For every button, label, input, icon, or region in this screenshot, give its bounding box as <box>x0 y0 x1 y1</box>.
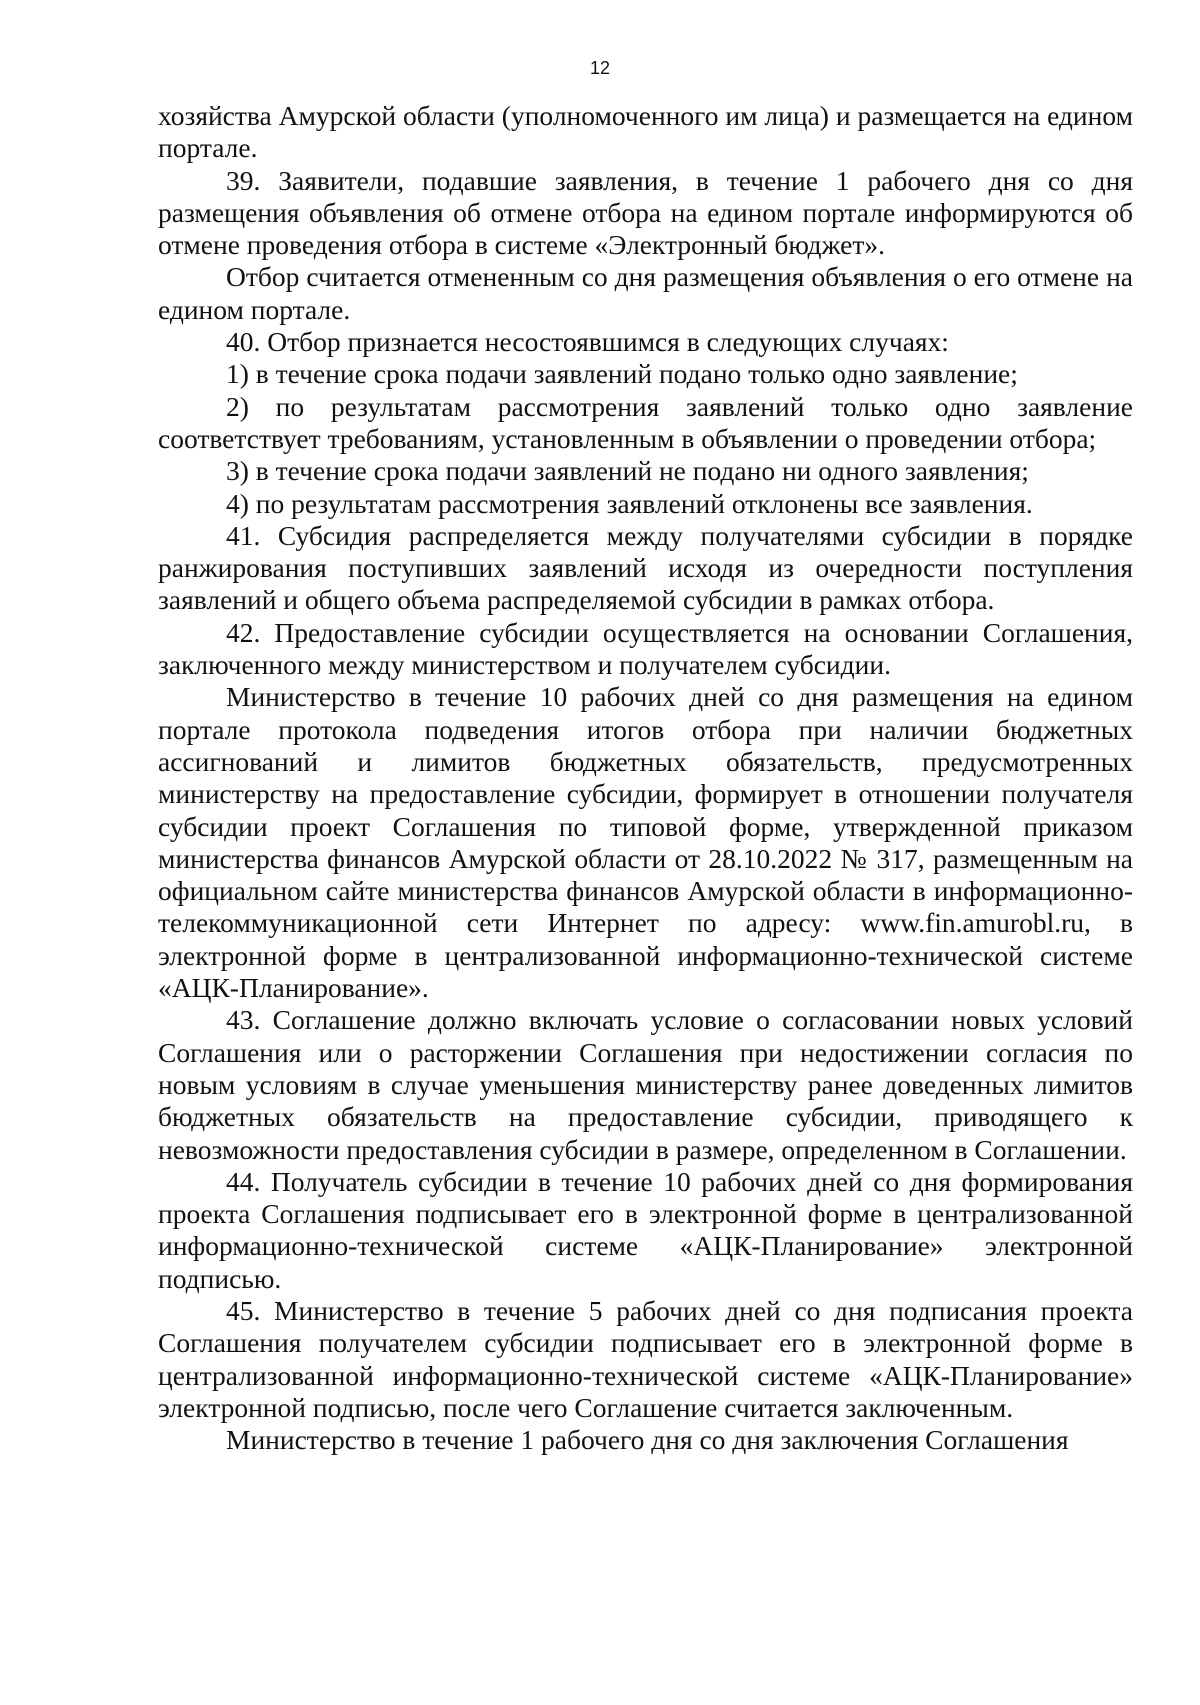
paragraph-39: 39. Заявители, подавшие заявления, в течение 1 рабочего дня со дня размещения объявления об отмене отбора на едином портале информируются об отмене проведения отбора в системе «Электронный бюджет». <box>158 164 1133 261</box>
paragraph-44: 44. Получатель субсидии в течение 10 рабочих дней со дня формирования проекта Соглашения подписывает его в электронной форме в централизованной информационно-технической системе «АЦК-Планирование» электронной подписью. <box>158 1165 1133 1294</box>
paragraph-42: 42. Предоставление субсидии осуществляется на основании Соглашения, заключенного между министерством и получателем субсидии. <box>158 616 1133 681</box>
paragraph-43: 43. Соглашение должно включать условие о согласовании новых условий Соглашения или о расторжении Соглашения при недостижении согласия по новым условиям в случае уменьшения министерству ранее доведенных лимитов бюджетных обязательств на предоставление субсидии, приводящего к невозможности предоставления субсидии в размере, определенном в Соглашении. <box>158 1004 1133 1165</box>
document-body <box>158 100 1133 1456</box>
paragraph-39-cancellation: Отбор считается отмененным со дня размещения объявления о его отмене на едином портале. <box>158 261 1133 325</box>
paragraph-42-ministry: Министерство в течение 10 рабочих дней со дня размещения на едином портале протокола подведения итогов отбора при наличии бюджетных ассигнований и лимитов бюджетных обязательств, предусмотренных министерству на предоставление субсидии, формирует в отношении получателя субсидии проект Соглашения по типовой форме, утвержденной приказом министерства финансов Амурской области от 28.10.2022 № 317, размещенным на официальном сайте министерства финансов Амурской области в информационно-телекоммуникационной сети Интернет по адресу: www.fin.amurobl.ru, в электронной форме в централизованной информационно-технической системе «АЦК-Планирование». <box>158 681 1133 1004</box>
paragraph-45: 45. Министерство в течение 5 рабочих дней со дня подписания проекта Соглашения получателем субсидии подписывает его в электронной форме в централизованной информационно-технической системе «АЦК-Планирование» электронной подписью, после чего Соглашение считается заключенным. <box>158 1294 1133 1423</box>
paragraph-45-ministry: Министерство в течение 1 рабочего дня со дня заключения Соглашения <box>226 1424 1069 1456</box>
page-number: 12 <box>589 58 611 78</box>
paragraph-40: 40. Отбор признается несостоявшимся в следующих случаях: <box>226 326 949 358</box>
paragraph-41: 41. Субсидия распределяется между получателями субсидии в порядке ранжирования поступивших заявлений исходя из очередности поступления заявлений и общего объема распределяемой субсидии в рамках отбора. <box>158 519 1133 616</box>
paragraph-40-item-1: 1) в течение срока подачи заявлений подано только одно заявление; <box>226 358 1018 390</box>
paragraph-40-item-4: 4) по результатам рассмотрения заявлений отклонены все заявления. <box>226 487 1033 519</box>
paragraph-40-item-2: 2) по результатам рассмотрения заявлений только одно заявление соответствует требованиям, установленным в объявлении о проведении отбора; <box>158 390 1133 454</box>
paragraph-continuation: хозяйства Амурской области (уполномоченного им лица) и размещается на едином портале. <box>158 100 1133 164</box>
paragraph-40-item-3: 3) в течение срока подачи заявлений не подано ни одного заявления; <box>226 455 1029 487</box>
